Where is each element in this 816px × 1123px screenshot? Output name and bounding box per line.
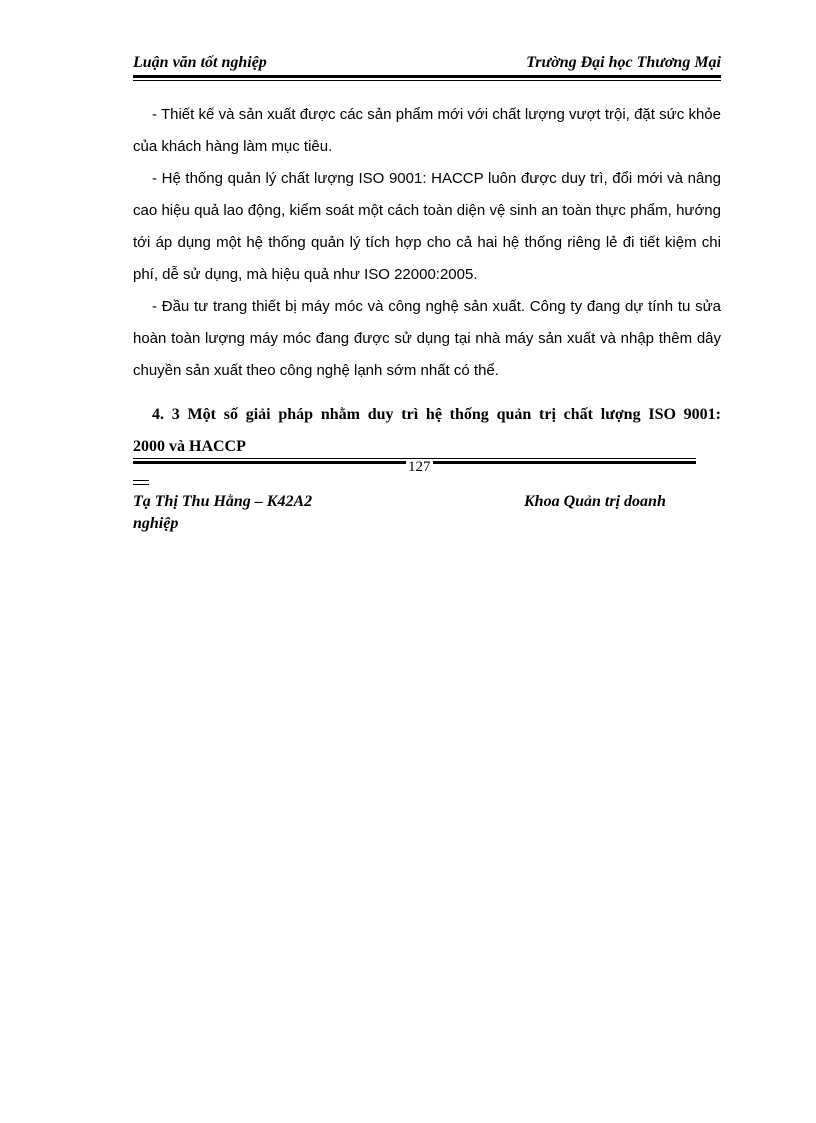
header-rule-thin bbox=[133, 80, 721, 81]
page-header bbox=[133, 52, 721, 76]
section-heading-line-2: 2000 và HACCP bbox=[133, 438, 246, 455]
header-thesis-title: Luận văn tốt nghiệp bbox=[133, 54, 267, 71]
header-university-name: Trường Đại học Thương Mại bbox=[526, 54, 721, 71]
page-number: 127 bbox=[408, 459, 431, 475]
footer-stub-rule-2 bbox=[133, 484, 149, 485]
paragraph-product-design: - Thiết kế và sản xuất được các sản phẩm mới với chất lượng vượt trội, đặt sức khỏe của khách hàng làm mục tiêu. bbox=[133, 106, 721, 155]
footer-stub-rule-1 bbox=[133, 480, 149, 481]
footer-author: Tạ Thị Thu Hằng – K42A2 bbox=[133, 493, 313, 510]
section-heading-line-1: 4. 3 Một số giải pháp nhằm duy trì hệ thống quản trị chất lượng ISO 9001: bbox=[152, 406, 721, 423]
section-heading bbox=[133, 399, 721, 463]
header-rule-thick bbox=[133, 75, 721, 78]
footer-faculty: Khoa Quản trị doanh bbox=[524, 493, 666, 510]
paragraph-equipment-investment: - Đầu tư trang thiết bị máy móc và công nghệ sản xuất. Công ty đang dự tính tu sửa hoàn toàn lượng máy móc đang được sử dụng tại nhà máy sản xuất và nhập thêm dây chuyền sản xuất theo công nghệ lạnh sớm nhất có thể. bbox=[133, 298, 721, 379]
paragraph-quality-system: - Hệ thống quản lý chất lượng ISO 9001: HACCP luôn được duy trì, đổi mới và nâng cao hiệu quả lao động, kiểm soát một cách toàn diện vệ sinh an toàn thực phẩm, hướng tới áp dụng một hệ thống quản lý tích hợp cho cả hai hệ thống riêng lẻ đi tiết kiệm chi phí, dễ sử dụng, mà hiệu quả như ISO 22000:2005. bbox=[133, 170, 721, 283]
body-text bbox=[133, 99, 721, 387]
footer-faculty-continuation: nghiệp bbox=[133, 515, 179, 532]
